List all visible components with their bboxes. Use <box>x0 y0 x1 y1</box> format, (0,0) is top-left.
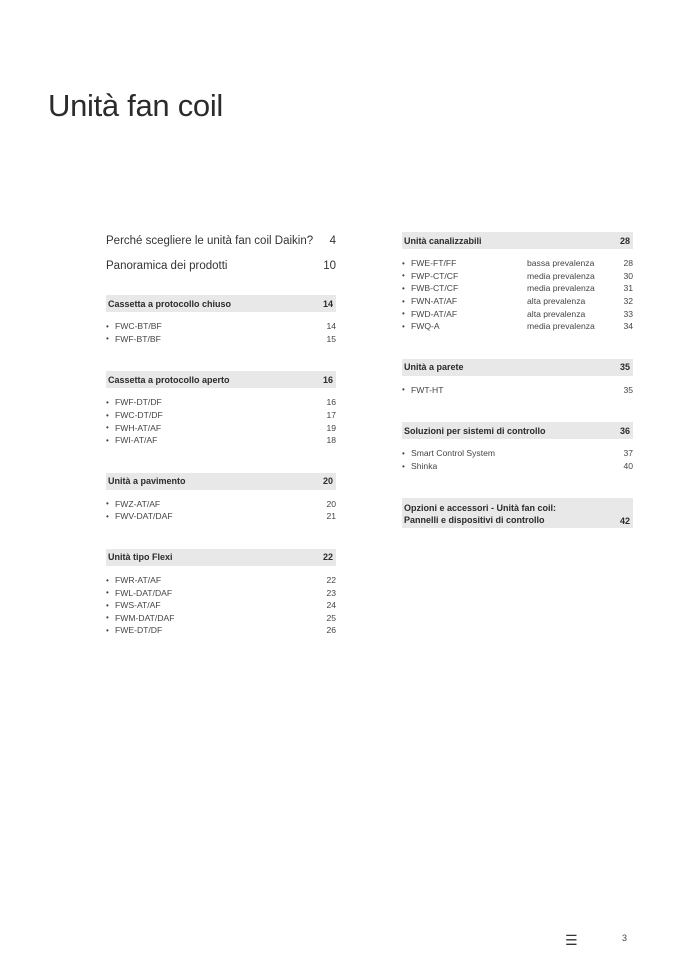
toc-section <box>106 473 336 523</box>
item-desc: alta prevalenza <box>527 296 586 307</box>
item-name: FWC-BT/BF <box>115 321 162 332</box>
toc-section-header[interactable] <box>106 371 336 388</box>
item-name: FWP-CT/CF <box>411 270 459 281</box>
toc-section-header[interactable] <box>106 295 336 312</box>
toc-item[interactable]: • FWH-AT/AF 19 <box>106 422 336 433</box>
item-name: FWN-AT/AF <box>411 296 458 307</box>
toc-item[interactable]: • FWM-DAT/DAF 25 <box>106 612 336 623</box>
toc-item[interactable]: • FWC-DT/DF 17 <box>106 410 336 421</box>
toc-section-header[interactable] <box>402 422 633 439</box>
toc-item[interactable]: • FWP-CT/CF media prevalenza 30 <box>402 270 633 281</box>
toc-left-column <box>106 232 336 663</box>
toc-intro-label: Panoramica dei prodotti <box>106 260 228 272</box>
toc-intro-row[interactable] <box>106 232 336 250</box>
toc-item[interactable]: • FWF-DT/DF 16 <box>106 397 336 408</box>
section-title <box>404 502 556 526</box>
toc-section <box>106 295 336 345</box>
toc-section <box>402 232 633 333</box>
item-page: 26 <box>326 625 336 636</box>
item-page: 22 <box>326 575 336 586</box>
item-name: FWZ-AT/AF <box>115 498 161 509</box>
toc-intro-label: Perché scegliere le unità fan coil Daikin? <box>106 235 314 247</box>
item-page: 19 <box>326 422 336 433</box>
toc-section <box>106 371 336 446</box>
section-title: Cassetta a protocollo aperto <box>108 374 230 385</box>
item-page: 31 <box>623 283 633 294</box>
item-name: FWC-DT/DF <box>115 410 163 421</box>
section-page: 20 <box>322 476 333 487</box>
section-title: Unità tipo Flexi <box>108 552 173 563</box>
toc-section-header[interactable] <box>402 498 633 528</box>
item-page: 15 <box>326 333 336 344</box>
toc-item[interactable]: • FWN-AT/AF alta prevalenza 32 <box>402 296 633 307</box>
toc-item[interactable]: • Smart Control System 37 <box>402 448 633 459</box>
item-name: FWI-AT/AF <box>115 435 158 446</box>
item-desc: bassa prevalenza <box>527 258 595 269</box>
toc-item[interactable]: • FWE-DT/DF 26 <box>106 625 336 636</box>
section-page: 35 <box>619 362 630 373</box>
item-page: 33 <box>623 308 633 319</box>
item-name: FWF-DT/DF <box>115 397 162 408</box>
toc-item[interactable]: • FWE-FT/FF bassa prevalenza 28 <box>402 258 633 269</box>
toc-item[interactable]: • Shinka 40 <box>402 461 633 472</box>
toc-item[interactable]: • FWL-DAT/DAF 23 <box>106 587 336 598</box>
toc-item[interactable]: • FWD-AT/AF alta prevalenza 33 <box>402 308 633 319</box>
item-page: 34 <box>623 321 633 332</box>
item-name: FWT-HT <box>411 384 444 395</box>
item-page: 17 <box>326 410 336 421</box>
item-desc: media prevalenza <box>527 270 595 281</box>
item-name: Shinka <box>411 461 438 472</box>
item-name: FWB-CT/CF <box>411 283 459 294</box>
section-page: 42 <box>619 516 630 527</box>
toc-section <box>402 359 633 397</box>
toc-intro-row[interactable] <box>106 257 336 275</box>
toc-intro-page: 4 <box>329 235 336 247</box>
item-name: FWS-AT/AF <box>115 600 161 611</box>
page-title: Unità fan coil <box>48 88 224 123</box>
toc-section-header[interactable] <box>402 232 633 249</box>
item-name: FWE-FT/FF <box>411 258 457 269</box>
item-page: 35 <box>623 384 633 395</box>
item-name: FWR-AT/AF <box>115 575 162 586</box>
item-page: 23 <box>326 587 336 598</box>
item-name: Smart Control System <box>411 448 496 459</box>
item-page: 37 <box>623 448 633 459</box>
page-number: 3 <box>622 933 628 943</box>
toc-section <box>402 422 633 472</box>
toc-item[interactable]: • FWC-BT/BF 14 <box>106 321 336 332</box>
section-page: 28 <box>619 235 630 246</box>
item-name: FWQ-A <box>411 321 440 332</box>
toc-section-header[interactable] <box>106 473 336 490</box>
item-page: 30 <box>623 270 633 281</box>
item-name: FWE-DT/DF <box>115 625 163 636</box>
item-page: 40 <box>623 461 633 472</box>
item-name: FWH-AT/AF <box>115 422 162 433</box>
section-page: 36 <box>619 425 630 436</box>
section-page: 14 <box>322 298 333 309</box>
item-desc: media prevalenza <box>527 321 595 332</box>
toc-right-column <box>402 232 633 554</box>
section-title: Soluzioni per sistemi di controllo <box>404 425 546 436</box>
toc-item[interactable]: • FWI-AT/AF 18 <box>106 435 336 446</box>
toc-section <box>402 498 633 528</box>
item-desc: alta prevalenza <box>527 308 586 319</box>
menu-icon[interactable]: ☰ <box>565 932 578 948</box>
section-title: Cassetta a protocollo chiuso <box>108 298 232 309</box>
section-title-line2: Pannelli e dispositivi di controllo <box>404 515 545 526</box>
toc-item[interactable]: • FWT-HT 35 <box>402 384 633 395</box>
item-page: 14 <box>326 321 336 332</box>
toc-section-header[interactable] <box>402 359 633 376</box>
item-page: 25 <box>326 612 336 623</box>
item-page: 18 <box>326 435 336 446</box>
item-name: FWL-DAT/DAF <box>115 587 173 598</box>
toc-item[interactable]: • FWV-DAT/DAF 21 <box>106 511 336 522</box>
section-title: Unità canalizzabili <box>404 235 482 246</box>
item-name: FWF-BT/BF <box>115 333 161 344</box>
toc-section <box>106 549 336 637</box>
item-name: FWM-DAT/DAF <box>115 612 175 623</box>
item-name: FWV-DAT/DAF <box>115 511 173 522</box>
toc-item[interactable]: • FWR-AT/AF 22 <box>106 575 336 586</box>
item-page: 21 <box>326 511 336 522</box>
toc-item[interactable]: • FWB-CT/CF media prevalenza 31 <box>402 283 633 294</box>
item-page: 28 <box>623 258 633 269</box>
item-page: 32 <box>623 296 633 307</box>
toc-item[interactable]: • FWF-BT/BF 15 <box>106 333 336 344</box>
section-page: 16 <box>322 374 333 385</box>
item-page: 16 <box>326 397 336 408</box>
section-title-line1: Opzioni e accessori - Unità fan coil: <box>404 503 557 514</box>
toc-item[interactable]: • FWS-AT/AF 24 <box>106 600 336 611</box>
section-title: Unità a pavimento <box>108 476 186 487</box>
toc-item[interactable]: • FWZ-AT/AF 20 <box>106 498 336 509</box>
toc-section-header[interactable] <box>106 549 336 566</box>
section-title: Unità a parete <box>404 362 464 373</box>
item-desc: media prevalenza <box>527 283 595 294</box>
item-name: FWD-AT/AF <box>411 308 458 319</box>
toc-item[interactable]: • FWQ-A media prevalenza 34 <box>402 321 633 332</box>
toc-intro-page: 10 <box>323 260 336 272</box>
section-page: 22 <box>322 552 333 563</box>
item-page: 20 <box>326 498 336 509</box>
item-page: 24 <box>326 600 336 611</box>
